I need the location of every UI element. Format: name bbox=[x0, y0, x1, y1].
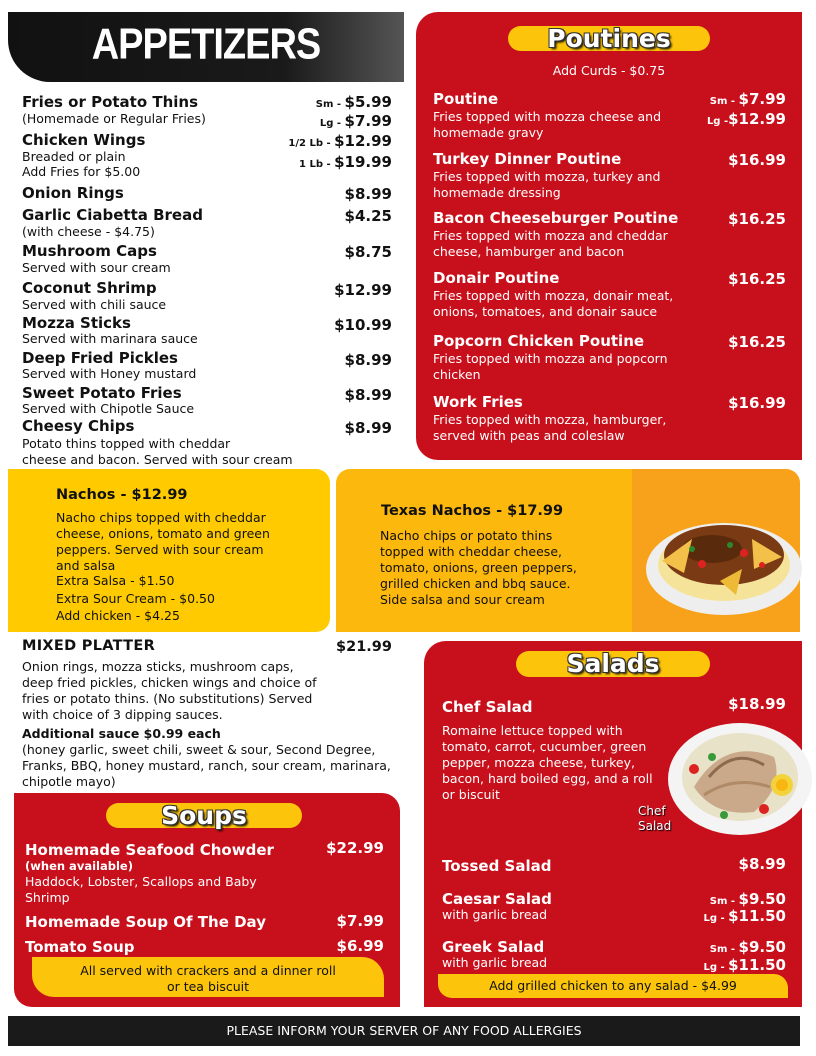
soup-name: Homemade Soup Of The Day bbox=[25, 913, 266, 931]
appetizer-desc: (Homemade or Regular Fries) bbox=[22, 111, 206, 126]
poutine-price: $16.25 bbox=[728, 270, 786, 288]
nachos-box bbox=[8, 469, 330, 632]
salad-price: Lg - $11.50 bbox=[703, 907, 786, 925]
appetizer-desc: Served with marinara sauce bbox=[22, 331, 198, 346]
salad-name: Greek Salad bbox=[442, 938, 545, 956]
soups-footer-box bbox=[32, 957, 384, 997]
nachos-plate-image bbox=[632, 469, 800, 632]
salad-name: Caesar Salad bbox=[442, 890, 552, 908]
poutine-name: Donair Poutine bbox=[433, 269, 560, 287]
chef-salad-photo bbox=[638, 717, 800, 847]
appetizer-desc: (with cheese - $4.75) bbox=[22, 224, 155, 239]
nachos-extra: Add chicken - $4.25 bbox=[56, 608, 180, 623]
appetizer-price: 1 Lb - $19.99 bbox=[299, 153, 392, 171]
mixed-platter-desc: Onion rings, mozza sticks, mushroom caps, deep fried pickles, chicken wings and choice of fries or potato thins. (No substitutions) Served with choice of 3 dipping sauces. bbox=[22, 659, 317, 722]
poutine-price: $16.25 bbox=[728, 210, 786, 228]
poutine-price: Sm - $7.99 bbox=[709, 90, 786, 108]
salad-price: $18.99 bbox=[728, 695, 786, 713]
appetizers-title: APPETIZERS bbox=[91, 20, 321, 70]
appetizer-desc: cheese and bacon. Served with sour cream bbox=[22, 452, 293, 467]
appetizer-price: $12.99 bbox=[334, 281, 392, 299]
appetizer-price: $10.99 bbox=[334, 316, 392, 334]
appetizer-name: Onion Rings bbox=[22, 184, 124, 202]
soups-panel bbox=[14, 793, 400, 1007]
soup-price: $7.99 bbox=[336, 912, 384, 930]
poutine-desc: Fries topped with mozza, hamburger, served with peas and coleslaw bbox=[433, 412, 667, 443]
salad-desc: Romaine lettuce topped with tomato, carrot, cucumber, green pepper, mozza cheese, turkey, bacon, hard boiled egg, and a roll or biscuit bbox=[442, 723, 653, 802]
appetizers-header bbox=[8, 12, 404, 82]
poutines-subtitle: Add Curds - $0.75 bbox=[552, 63, 666, 78]
poutine-name: Turkey Dinner Poutine bbox=[433, 150, 622, 168]
salad-desc: with garlic bread bbox=[442, 907, 548, 922]
appetizer-price: $8.99 bbox=[344, 185, 392, 203]
poutine-name: Poutine bbox=[433, 90, 499, 108]
nachos-extra: Extra Salsa - $1.50 bbox=[56, 573, 175, 588]
salad-name: Tossed Salad bbox=[442, 857, 552, 875]
soup-name: Tomato Soup bbox=[25, 938, 135, 956]
appetizer-desc: Served with sour cream bbox=[22, 260, 171, 275]
appetizer-desc: Potato thins topped with cheddar bbox=[22, 436, 231, 451]
chef-salad-photo-label: Chef Salad bbox=[638, 804, 672, 833]
appetizer-price: $8.99 bbox=[344, 419, 392, 437]
salad-desc: with garlic bread bbox=[442, 955, 548, 970]
soup-desc: Haddock, Lobster, Scallops and Baby Shrimp bbox=[25, 874, 257, 905]
appetizer-name: Mozza Sticks bbox=[22, 314, 131, 332]
appetizer-desc: Served with Chipotle Sauce bbox=[22, 401, 195, 416]
sauce-list: (honey garlic, sweet chili, sweet & sour, Second Degree, Franks, BBQ, honey mustard, ranch, sour cream, marinara, chipotle mayo) bbox=[22, 742, 391, 789]
soup-price: $6.99 bbox=[336, 937, 384, 955]
nachos-title: Nachos - $12.99 bbox=[56, 487, 188, 503]
poutine-price: $16.99 bbox=[728, 394, 786, 412]
poutine-desc: Fries topped with mozza, turkey and homemade dressing bbox=[433, 169, 661, 200]
appetizer-price: Lg - $7.99 bbox=[319, 112, 392, 130]
appetizer-price: Sm - $5.99 bbox=[315, 93, 392, 111]
appetizer-name: Fries or Potato Thins bbox=[22, 93, 199, 111]
poutine-name: Popcorn Chicken Poutine bbox=[433, 332, 645, 350]
salads-title: Salads bbox=[516, 651, 710, 677]
poutine-name: Work Fries bbox=[433, 393, 523, 411]
salad-price: $8.99 bbox=[738, 855, 786, 873]
nachos-desc: Nacho chips topped with cheddar cheese, onions, tomato and green peppers. Served with sour cream and salsa bbox=[56, 510, 270, 573]
salad-price: Sm - $9.50 bbox=[709, 890, 786, 908]
nachos-extra: Extra Sour Cream - $0.50 bbox=[56, 591, 215, 606]
salad-price: Sm - $9.50 bbox=[709, 938, 786, 956]
soup-price: $22.99 bbox=[326, 839, 384, 857]
nachos-photo bbox=[632, 469, 800, 632]
appetizer-name: Coconut Shrimp bbox=[22, 279, 157, 297]
poutine-desc: Fries topped with mozza cheese and homemade gravy bbox=[433, 109, 662, 140]
sauce-title: Additional sauce $0.99 each bbox=[22, 726, 221, 741]
texas-nachos-title: Texas Nachos - $17.99 bbox=[381, 503, 564, 519]
poutine-desc: Fries topped with mozza, donair meat, onions, tomatoes, and donair sauce bbox=[433, 288, 674, 319]
salad-name: Chef Salad bbox=[442, 698, 533, 716]
salads-panel bbox=[424, 641, 802, 1007]
appetizer-desc: Served with Honey mustard bbox=[22, 366, 197, 381]
poutine-desc: Fries topped with mozza and cheddar cheese, hamburger and bacon bbox=[433, 228, 668, 259]
poutine-price: $16.25 bbox=[728, 333, 786, 351]
poutine-price: Lg -$12.99 bbox=[706, 110, 786, 128]
appetizer-price: $8.99 bbox=[344, 386, 392, 404]
texas-nachos-desc: Nacho chips or potato thins topped with cheddar cheese, tomato, onions, green peppers, grilled chicken and bbq sauce. Side salsa and sour cream bbox=[380, 528, 577, 607]
appetizer-price: $4.25 bbox=[344, 207, 392, 225]
appetizer-name: Sweet Potato Fries bbox=[22, 384, 182, 402]
appetizer-desc: Served with chili sauce bbox=[22, 297, 167, 312]
appetizer-price: $8.99 bbox=[344, 351, 392, 369]
salads-footer: Add grilled chicken to any salad - $4.99 bbox=[438, 974, 788, 998]
poutines-title: Poutines bbox=[508, 26, 710, 51]
appetizer-name: Garlic Ciabetta Bread bbox=[22, 206, 203, 224]
appetizer-price: 1/2 Lb - $12.99 bbox=[288, 132, 392, 150]
appetizer-name: Cheesy Chips bbox=[22, 417, 135, 435]
appetizer-desc: Breaded or plain bbox=[22, 149, 126, 164]
salad-price: Lg - $11.50 bbox=[703, 956, 786, 974]
mixed-platter-price: $21.99 bbox=[336, 639, 392, 655]
poutine-desc: Fries topped with mozza and popcorn chicken bbox=[433, 351, 668, 382]
appetizer-name: Chicken Wings bbox=[22, 131, 146, 149]
soup-note: (when available) bbox=[25, 859, 133, 873]
allergy-footer: PLEASE INFORM YOUR SERVER OF ANY FOOD ALLERGIES bbox=[8, 1016, 800, 1046]
poutine-price: $16.99 bbox=[728, 151, 786, 169]
appetizer-name: Mushroom Caps bbox=[22, 242, 157, 260]
appetizer-desc: Add Fries for $5.00 bbox=[22, 164, 141, 179]
mixed-platter-title: MIXED PLATTER bbox=[22, 638, 156, 654]
appetizer-price: $8.75 bbox=[344, 243, 392, 261]
appetizer-name: Deep Fried Pickles bbox=[22, 349, 178, 367]
soup-name: Homemade Seafood Chowder bbox=[25, 841, 274, 859]
soups-title: Soups bbox=[106, 803, 302, 828]
poutines-panel bbox=[416, 12, 802, 460]
texas-nachos-box bbox=[336, 469, 632, 632]
soups-footer: All served with crackers and a dinner roll or tea biscuit bbox=[80, 963, 336, 994]
poutine-name: Bacon Cheeseburger Poutine bbox=[433, 209, 679, 227]
